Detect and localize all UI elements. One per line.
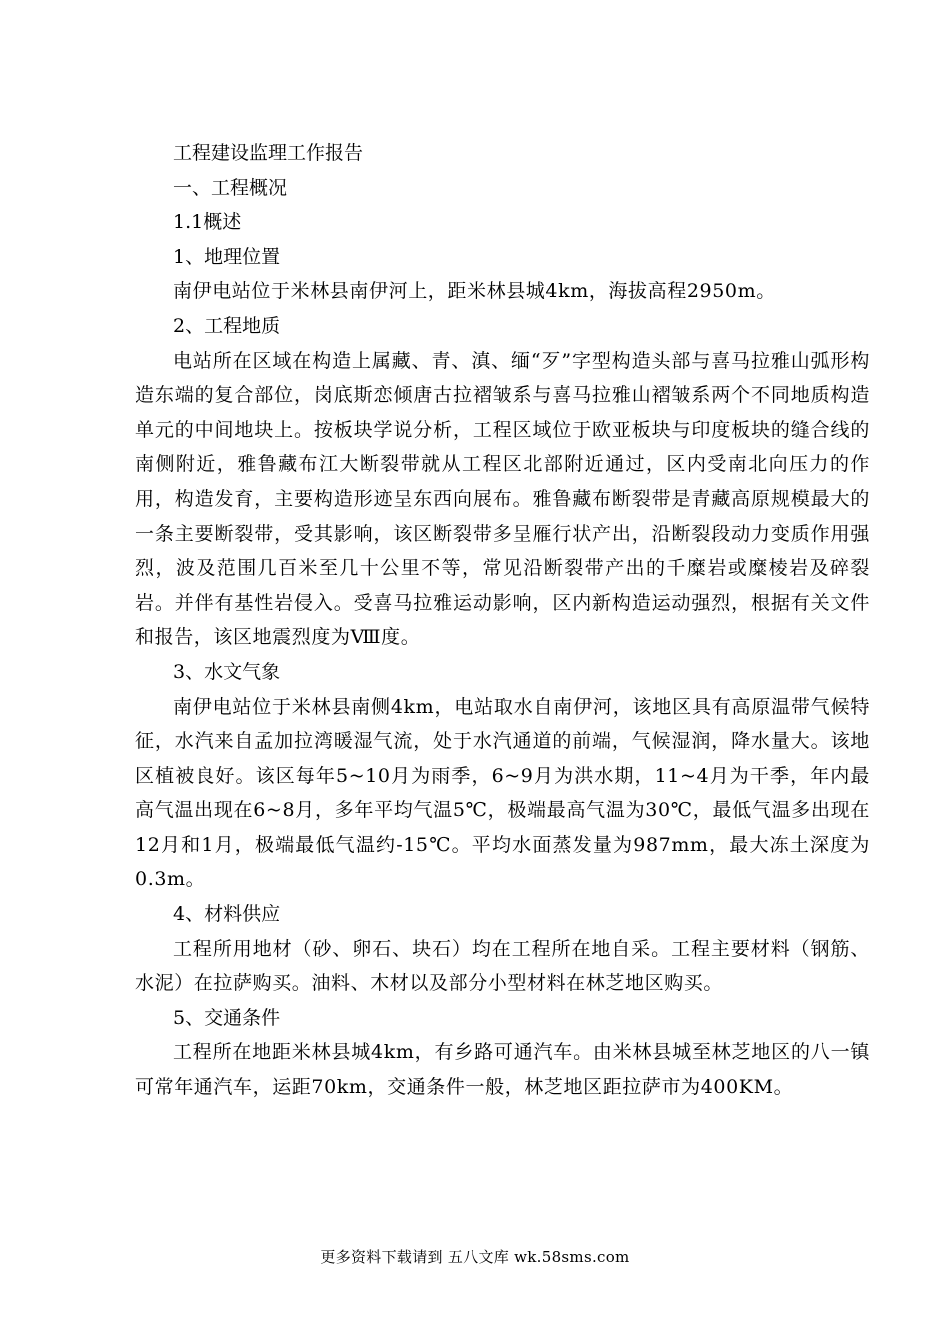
- document-body: [135, 136, 870, 1105]
- paragraph-hydrology: 南伊电站位于米林县南侧4km，电站取水自南伊河，该地区具有高原温带气候特征，水汽来自孟加拉湾暖湿气流，处于水汽通道的前端，气候湿润，降水量大。该地区植被良好。该区每年5~10月为雨季，6~9月为洪水期，11~4月为干季，年内最高气温出现在6~8月，多年平均气温5℃，极端最高气温为30℃，最低气温多出现在12月和1月，极端最低气温约-15℃。平均水面蒸发量为987mm，最大冻土深度为0.3m。: [135, 695, 870, 891]
- item-heading-geology: 2、工程地质: [173, 314, 281, 337]
- paragraph-location: 南伊电站位于米林县南伊河上，距米林县城4km，海拔高程2950m。: [173, 280, 776, 303]
- item-heading-materials: 4、材料供应: [173, 903, 281, 926]
- paragraph-materials: 工程所用地材（砂、卵石、块石）均在工程所在地自采。工程主要材料（钢筋、水泥）在拉萨购买。油料、木材以及部分小型材料在林芝地区购买。: [135, 937, 870, 995]
- section-heading: 一、工程概况: [173, 176, 288, 199]
- paragraph-geology: 电站所在区域在构造上属藏、青、滇、缅“歹”字型构造头部与喜马拉雅山弧形构造东端的复合部位，岗底斯恋倾唐古拉褶皱系与喜马拉雅山褶皱系两个不同地质构造单元的中间地块上。按板块学说分析，工程区域位于欧亚板块与印度板块的缝合线的南侧附近，雅鲁藏布江大断裂带就从工程区北部附近通过，区内受南北向压力的作用，构造发育，主要构造形迹呈东西向展布。雅鲁藏布断裂带是青藏高原规模最大的一条主要断裂带，受其影响，该区断裂带多呈雁行状产出，沿断裂段动力变质作用强烈，波及范围几百米至几十公里不等，常见沿断裂带产出的千糜岩或糜棱岩及碎裂岩。并伴有基性岩侵入。受喜马拉雅运动影响，区内新构造运动强烈，根据有关文件和报告，该区地震烈度为Ⅷ度。: [135, 349, 870, 649]
- item-heading-transport: 5、交通条件: [173, 1006, 281, 1029]
- footer-note: 更多资料下载请到 五八文库 wk.58sms.com: [320, 1248, 630, 1266]
- document-title: 工程建设监理工作报告: [173, 142, 364, 164]
- subsection-heading: 1.1概述: [173, 211, 242, 234]
- item-heading-location: 1、地理位置: [173, 245, 281, 268]
- paragraph-transport: 工程所在地距米林县城4km，有乡路可通汽车。由米林县城至林芝地区的八一镇可常年通汽车，运距70km，交通条件一般，林芝地区距拉萨市为400KM。: [135, 1041, 870, 1099]
- item-heading-hydrology: 3、水文气象: [173, 660, 281, 683]
